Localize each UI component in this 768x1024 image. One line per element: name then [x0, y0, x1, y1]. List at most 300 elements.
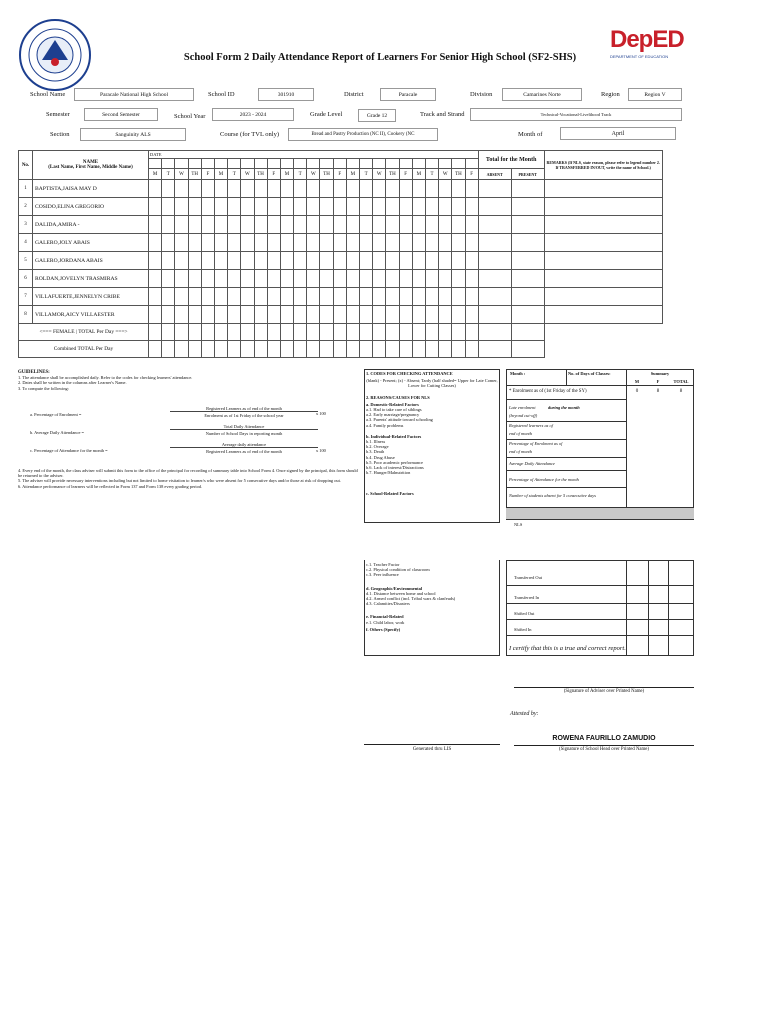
attendance-cell[interactable] — [228, 180, 241, 198]
learner-name: DALIDA,AMIRA - — [33, 216, 149, 234]
attendance-cell[interactable] — [307, 216, 320, 234]
attendance-cell[interactable] — [452, 252, 465, 270]
total-cell — [254, 341, 267, 358]
attendance-cell[interactable] — [425, 234, 438, 252]
date-cell[interactable] — [280, 159, 293, 169]
attendance-cell[interactable] — [412, 306, 425, 324]
attendance-cell[interactable] — [465, 216, 478, 234]
date-cell[interactable] — [188, 159, 201, 169]
table-row — [19, 198, 663, 216]
attendance-cell[interactable] — [465, 180, 478, 198]
attendance-cell[interactable] — [333, 252, 346, 270]
attendance-cell[interactable] — [360, 252, 373, 270]
attendance-cell[interactable] — [201, 306, 214, 324]
total-cell — [280, 324, 293, 341]
attendance-cell[interactable] — [399, 270, 412, 288]
attendance-cell[interactable] — [228, 198, 241, 216]
attendance-cell[interactable] — [425, 216, 438, 234]
semester-field[interactable]: Second Semester — [84, 108, 158, 121]
attendance-cell[interactable] — [386, 234, 399, 252]
month-field[interactable]: April — [560, 127, 676, 140]
attendance-cell[interactable] — [333, 288, 346, 306]
attendance-cell[interactable] — [241, 216, 254, 234]
date-cell[interactable] — [399, 159, 412, 169]
attendance-cell[interactable] — [333, 270, 346, 288]
section-label: Section — [50, 131, 70, 138]
total-cell — [373, 324, 386, 341]
remarks-cell[interactable] — [544, 216, 662, 234]
attendance-cell[interactable] — [162, 180, 175, 198]
date-cell[interactable] — [439, 159, 452, 169]
attendance-cell[interactable] — [307, 180, 320, 198]
reason-d1: d.1. Distance between home and school — [366, 590, 436, 596]
attendance-cell[interactable] — [386, 306, 399, 324]
attendance-cell[interactable] — [294, 252, 307, 270]
attendance-cell[interactable] — [320, 252, 333, 270]
attendance-cell[interactable] — [214, 288, 227, 306]
attendance-cell[interactable] — [373, 216, 386, 234]
attendance-cell[interactable] — [412, 180, 425, 198]
absent-cell[interactable] — [478, 198, 511, 216]
remarks-cell[interactable] — [544, 288, 662, 306]
attendance-cell[interactable] — [280, 216, 293, 234]
attendance-cell[interactable] — [399, 306, 412, 324]
attendance-cell[interactable] — [175, 216, 188, 234]
attendance-cell[interactable] — [188, 270, 201, 288]
date-cell[interactable] — [307, 159, 320, 169]
attendance-cell[interactable] — [386, 180, 399, 198]
attendance-cell[interactable] — [267, 288, 280, 306]
attendance-cell[interactable] — [439, 234, 452, 252]
attendance-cell[interactable] — [201, 288, 214, 306]
attendance-cell[interactable] — [307, 234, 320, 252]
attendance-cell[interactable] — [280, 234, 293, 252]
attendance-cell[interactable] — [373, 180, 386, 198]
attendance-cell[interactable] — [465, 234, 478, 252]
remarks-cell[interactable] — [544, 180, 662, 198]
date-cell[interactable] — [412, 159, 425, 169]
attendance-cell[interactable] — [320, 288, 333, 306]
total-cell — [254, 324, 267, 341]
attendance-cell[interactable] — [214, 306, 227, 324]
remarks-cell[interactable] — [544, 270, 662, 288]
division-field[interactable]: Camarines Norte — [502, 88, 582, 101]
attendance-cell[interactable] — [373, 252, 386, 270]
attendance-cell[interactable] — [188, 180, 201, 198]
attendance-cell[interactable] — [412, 270, 425, 288]
attendance-cell[interactable] — [162, 216, 175, 234]
attendance-cell[interactable] — [241, 180, 254, 198]
reason-a4: a.4. Family problems — [366, 422, 404, 428]
attendance-cell[interactable] — [333, 234, 346, 252]
attendance-cell[interactable] — [201, 180, 214, 198]
attendance-cell[interactable] — [439, 180, 452, 198]
attendance-cell[interactable] — [254, 288, 267, 306]
attendance-cell[interactable] — [188, 306, 201, 324]
date-cell[interactable] — [465, 159, 478, 169]
date-cell[interactable] — [267, 159, 280, 169]
attendance-cell[interactable] — [149, 180, 162, 198]
attendance-cell[interactable] — [412, 288, 425, 306]
attendance-cell[interactable] — [188, 288, 201, 306]
reason-c1: c.1. Teacher Factor — [366, 562, 400, 567]
attendance-cell[interactable] — [412, 234, 425, 252]
remarks-cell[interactable] — [544, 306, 662, 324]
attendance-cell[interactable] — [267, 306, 280, 324]
attendance-cell[interactable] — [320, 234, 333, 252]
attendance-cell[interactable] — [346, 252, 359, 270]
adviser-signature-line[interactable] — [514, 687, 694, 688]
attendance-cell[interactable] — [373, 234, 386, 252]
attendance-cell[interactable] — [149, 198, 162, 216]
attendance-cell[interactable] — [439, 198, 452, 216]
grade-level-label: Grade Level — [310, 111, 343, 118]
attendance-cell[interactable] — [452, 288, 465, 306]
attendance-cell[interactable] — [175, 198, 188, 216]
attendance-cell[interactable] — [188, 198, 201, 216]
attendance-cell[interactable] — [452, 270, 465, 288]
attendance-cell[interactable] — [214, 234, 227, 252]
attendance-cell[interactable] — [267, 252, 280, 270]
attendance-cell[interactable] — [346, 216, 359, 234]
attendance-cell[interactable] — [307, 306, 320, 324]
guideline-2: 2. Dates shall be written in the columns after Learner's Name. — [18, 380, 127, 386]
attendance-cell[interactable] — [439, 306, 452, 324]
divider — [506, 519, 694, 520]
attendance-cell[interactable] — [201, 234, 214, 252]
attendance-cell[interactable] — [294, 270, 307, 288]
attendance-cell[interactable] — [333, 216, 346, 234]
attendance-cell[interactable] — [228, 306, 241, 324]
absent-cell[interactable] — [478, 306, 511, 324]
attendance-cell[interactable] — [465, 252, 478, 270]
attendance-cell[interactable] — [267, 180, 280, 198]
attendance-cell[interactable] — [294, 288, 307, 306]
attendance-cell[interactable] — [412, 198, 425, 216]
attendance-cell[interactable] — [373, 270, 386, 288]
attendance-cell[interactable] — [465, 270, 478, 288]
attendance-cell[interactable] — [162, 198, 175, 216]
attendance-cell[interactable] — [267, 270, 280, 288]
attendance-cell[interactable] — [280, 180, 293, 198]
present-cell[interactable] — [511, 288, 544, 306]
attendance-cell[interactable] — [254, 216, 267, 234]
attendance-cell[interactable] — [162, 306, 175, 324]
attendance-cell[interactable] — [307, 288, 320, 306]
day-header: W — [373, 169, 386, 180]
date-cell[interactable] — [241, 159, 254, 169]
attendance-cell[interactable] — [360, 306, 373, 324]
remarks-cell[interactable] — [544, 234, 662, 252]
attendance-cell[interactable] — [188, 216, 201, 234]
date-cell[interactable] — [360, 159, 373, 169]
district-field[interactable]: Paracale — [380, 88, 436, 101]
absent-cell[interactable] — [478, 288, 511, 306]
attendance-cell[interactable] — [465, 288, 478, 306]
attendance-cell[interactable] — [386, 216, 399, 234]
attendance-cell[interactable] — [360, 180, 373, 198]
attendance-cell[interactable] — [149, 288, 162, 306]
attendance-cell[interactable] — [320, 270, 333, 288]
attendance-cell[interactable] — [425, 180, 438, 198]
attendance-cell[interactable] — [188, 234, 201, 252]
attendance-cell[interactable] — [373, 198, 386, 216]
present-cell[interactable] — [511, 252, 544, 270]
attendance-cell[interactable] — [425, 270, 438, 288]
attendance-cell[interactable] — [399, 216, 412, 234]
attendance-cell[interactable] — [241, 306, 254, 324]
attendance-cell[interactable] — [175, 180, 188, 198]
present-cell[interactable] — [511, 198, 544, 216]
attendance-cell[interactable] — [214, 270, 227, 288]
date-cell[interactable] — [214, 159, 227, 169]
attendance-cell[interactable] — [465, 198, 478, 216]
total-cell — [294, 324, 307, 341]
no-header: No. — [19, 151, 33, 180]
attendance-cell[interactable] — [320, 180, 333, 198]
date-cell[interactable] — [386, 159, 399, 169]
attendance-cell[interactable] — [228, 252, 241, 270]
attendance-cell[interactable] — [386, 252, 399, 270]
attendance-cell[interactable] — [175, 306, 188, 324]
attendance-cell[interactable] — [201, 216, 214, 234]
absent-cell[interactable] — [478, 180, 511, 198]
attendance-cell[interactable] — [320, 198, 333, 216]
attendance-cell[interactable] — [439, 216, 452, 234]
date-cell[interactable] — [175, 159, 188, 169]
attendance-cell[interactable] — [254, 270, 267, 288]
attendance-cell[interactable] — [241, 270, 254, 288]
attendance-cell[interactable] — [425, 252, 438, 270]
absent-cell[interactable] — [478, 216, 511, 234]
attendance-cell[interactable] — [439, 270, 452, 288]
present-cell[interactable] — [511, 270, 544, 288]
attendance-cell[interactable] — [465, 306, 478, 324]
attendance-cell[interactable] — [333, 198, 346, 216]
date-cell[interactable] — [201, 159, 214, 169]
attendance-cell[interactable] — [294, 306, 307, 324]
attendance-cell[interactable] — [149, 306, 162, 324]
attendance-cell[interactable] — [425, 288, 438, 306]
attendance-cell[interactable] — [360, 216, 373, 234]
summary-panel — [506, 369, 694, 655]
attendance-cell[interactable] — [346, 288, 359, 306]
learner-no: 7 — [19, 288, 33, 306]
attendance-cell[interactable] — [412, 252, 425, 270]
day-header: TH — [188, 169, 201, 180]
date-cell[interactable] — [254, 159, 267, 169]
attendance-cell[interactable] — [346, 306, 359, 324]
attendance-cell[interactable] — [175, 288, 188, 306]
learner-no: 3 — [19, 216, 33, 234]
attendance-cell[interactable] — [162, 288, 175, 306]
attendance-cell[interactable] — [399, 198, 412, 216]
remarks-cell[interactable] — [544, 252, 662, 270]
attendance-cell[interactable] — [294, 234, 307, 252]
attendance-cell[interactable] — [360, 198, 373, 216]
attendance-cell[interactable] — [228, 216, 241, 234]
attendance-cell[interactable] — [280, 270, 293, 288]
attendance-cell[interactable] — [188, 252, 201, 270]
attendance-cell[interactable] — [280, 252, 293, 270]
attendance-cell[interactable] — [201, 198, 214, 216]
attendance-cell[interactable] — [241, 252, 254, 270]
track-field[interactable]: Technical-Vocational-Livelihood Track — [470, 108, 682, 121]
attendance-cell[interactable] — [439, 252, 452, 270]
attendance-cell[interactable] — [452, 234, 465, 252]
attendance-cell[interactable] — [307, 198, 320, 216]
attendance-cell[interactable] — [360, 288, 373, 306]
school-head-name: ROWENA FAURILLO ZAMUDIO — [552, 735, 656, 742]
attendance-cell[interactable] — [360, 270, 373, 288]
date-cell[interactable] — [228, 159, 241, 169]
date-cell[interactable] — [452, 159, 465, 169]
attendance-cell[interactable] — [214, 216, 227, 234]
total-cell — [439, 341, 452, 358]
attendance-cell[interactable] — [307, 252, 320, 270]
attendance-cell[interactable] — [280, 306, 293, 324]
attendance-cell[interactable] — [399, 252, 412, 270]
total-cell — [346, 324, 359, 341]
divider — [506, 487, 626, 488]
date-cell[interactable] — [294, 159, 307, 169]
attendance-cell[interactable] — [346, 234, 359, 252]
attendance-cell[interactable] — [280, 288, 293, 306]
attendance-cell[interactable] — [333, 306, 346, 324]
present-cell[interactable] — [511, 234, 544, 252]
divider — [506, 635, 694, 636]
course-field[interactable]: Bread and Pastry Production (NC II), Cookery (NC — [288, 128, 438, 141]
attendance-cell[interactable] — [386, 288, 399, 306]
attendance-cell[interactable] — [333, 180, 346, 198]
attendance-cell[interactable] — [307, 270, 320, 288]
total-cell — [294, 341, 307, 358]
present-cell[interactable] — [511, 306, 544, 324]
attendance-cell[interactable] — [241, 198, 254, 216]
attendance-cell[interactable] — [228, 288, 241, 306]
attendance-cell[interactable] — [162, 270, 175, 288]
attendance-cell[interactable] — [267, 216, 280, 234]
attendance-cell[interactable] — [320, 306, 333, 324]
school-year-field[interactable]: 2023 - 2024 — [212, 108, 294, 121]
attendance-cell[interactable] — [399, 234, 412, 252]
attendance-cell[interactable] — [149, 270, 162, 288]
attendance-cell[interactable] — [149, 234, 162, 252]
date-cell[interactable] — [149, 159, 162, 169]
attendance-cell[interactable] — [162, 252, 175, 270]
attendance-cell[interactable] — [267, 234, 280, 252]
attendance-cell[interactable] — [412, 216, 425, 234]
attendance-cell[interactable] — [439, 288, 452, 306]
attendance-cell[interactable] — [214, 180, 227, 198]
school-name-field[interactable]: Paracale National High School — [74, 88, 194, 101]
attendance-cell[interactable] — [162, 234, 175, 252]
attendance-cell[interactable] — [149, 216, 162, 234]
attendance-cell[interactable] — [346, 270, 359, 288]
attendance-cell[interactable] — [228, 234, 241, 252]
head-signature-line[interactable] — [514, 745, 694, 746]
absent-cell[interactable] — [478, 252, 511, 270]
present-cell[interactable] — [511, 180, 544, 198]
attendance-cell[interactable] — [201, 252, 214, 270]
date-cell[interactable] — [373, 159, 386, 169]
attendance-cell[interactable] — [425, 198, 438, 216]
attendance-cell[interactable] — [214, 198, 227, 216]
reasons-c-title: c. School-Related Factors — [366, 491, 414, 497]
attendance-cell[interactable] — [346, 180, 359, 198]
attendance-cell[interactable] — [241, 288, 254, 306]
attendance-cell[interactable] — [386, 198, 399, 216]
date-cell[interactable] — [425, 159, 438, 169]
attendance-cell[interactable] — [294, 216, 307, 234]
attendance-cell[interactable] — [175, 252, 188, 270]
attendance-cell[interactable] — [373, 306, 386, 324]
attendance-cell[interactable] — [425, 306, 438, 324]
attendance-cell[interactable] — [373, 288, 386, 306]
absent-cell[interactable] — [478, 234, 511, 252]
attendance-cell[interactable] — [386, 270, 399, 288]
learner-name: VILLAMOR,AICY VILLAESTER — [33, 306, 149, 324]
attendance-cell[interactable] — [175, 270, 188, 288]
attendance-cell[interactable] — [452, 306, 465, 324]
attendance-cell[interactable] — [254, 252, 267, 270]
attendance-cell[interactable] — [254, 180, 267, 198]
attendance-cell[interactable] — [280, 198, 293, 216]
date-cell[interactable] — [162, 159, 175, 169]
attendance-cell[interactable] — [360, 234, 373, 252]
attendance-cell[interactable] — [399, 180, 412, 198]
date-cell[interactable] — [333, 159, 346, 169]
attendance-cell[interactable] — [452, 180, 465, 198]
section-field[interactable]: Sanguinity ALS — [80, 128, 186, 141]
attendance-cell[interactable] — [254, 306, 267, 324]
reason-a1: a.1. Had to take care of siblings — [366, 407, 422, 413]
grade-level-field[interactable]: Grade 12 — [358, 109, 396, 122]
divider — [566, 369, 567, 385]
formula-c-x100: x 100 — [316, 448, 326, 453]
date-cell[interactable] — [320, 159, 333, 169]
school-name-label: School Name — [30, 91, 66, 98]
attendance-cell[interactable] — [228, 270, 241, 288]
attendance-cell[interactable] — [452, 216, 465, 234]
total-cell — [386, 324, 399, 341]
attendance-cell[interactable] — [452, 198, 465, 216]
attendance-cell[interactable] — [399, 288, 412, 306]
attendance-cell[interactable] — [201, 270, 214, 288]
present-cell[interactable] — [511, 216, 544, 234]
attendance-cell[interactable] — [254, 234, 267, 252]
date-cell[interactable] — [346, 159, 359, 169]
total-cell — [333, 324, 346, 341]
attendance-cell[interactable] — [294, 180, 307, 198]
total-cell — [386, 341, 399, 358]
region-field[interactable]: Region V — [628, 88, 682, 101]
attendance-cell[interactable] — [320, 216, 333, 234]
attendance-cell[interactable] — [267, 198, 280, 216]
absent-cell[interactable] — [478, 270, 511, 288]
attendance-cell[interactable] — [149, 252, 162, 270]
attendance-cell[interactable] — [175, 234, 188, 252]
attendance-cell[interactable] — [294, 198, 307, 216]
remarks-cell[interactable] — [544, 198, 662, 216]
attendance-cell[interactable] — [254, 198, 267, 216]
attendance-cell[interactable] — [346, 198, 359, 216]
end-of-month-label-2: end of month — [509, 449, 532, 454]
total-cell — [360, 324, 373, 341]
school-id-field[interactable]: 301910 — [258, 88, 314, 101]
attendance-cell[interactable] — [241, 234, 254, 252]
attendance-cell[interactable] — [214, 252, 227, 270]
